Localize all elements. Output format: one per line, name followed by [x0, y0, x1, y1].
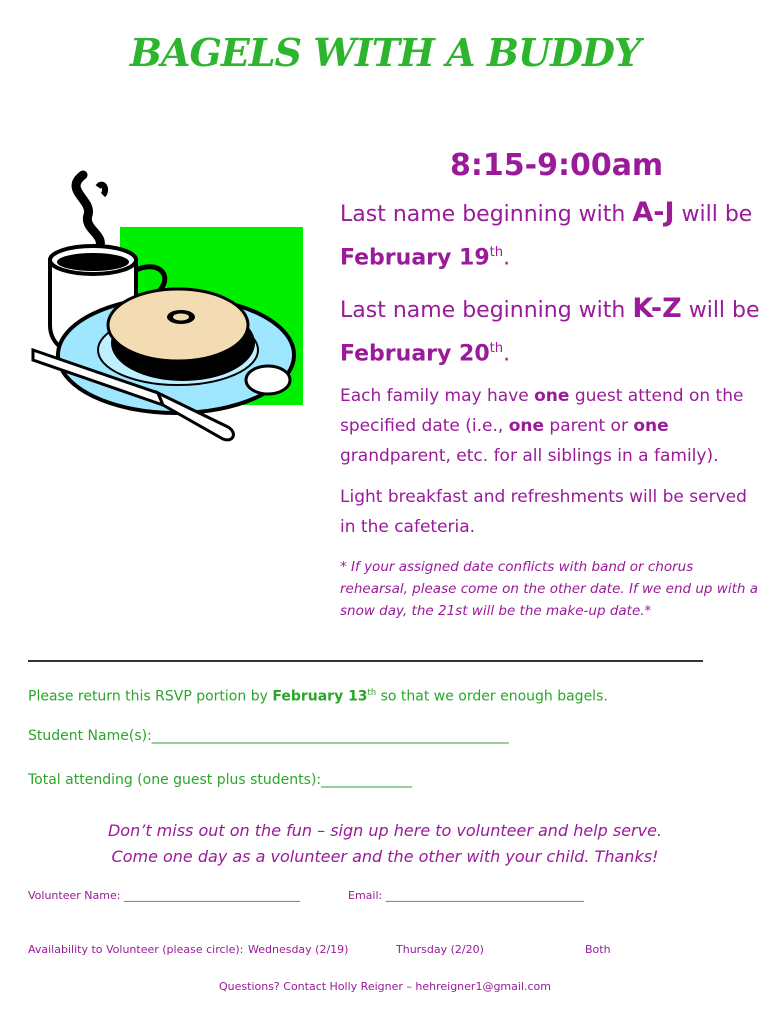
steam-curl	[98, 185, 105, 195]
contact-info: Questions? Contact Holly Reigner – hehreigner1@gmail.com	[219, 980, 551, 993]
volunteer-name-field[interactable]: Volunteer Name: ________________________________	[28, 889, 300, 902]
availability-option-thursday[interactable]: Thursday (2/20)	[396, 943, 484, 956]
page-title: BAGELS WITH A BUDDY	[129, 30, 641, 75]
availability-label: Availability to Volunteer (please circle):	[28, 943, 244, 956]
schedule-kz: Last name beginning with K-Z will be February 20th.	[340, 293, 760, 367]
coffee-bagel-illustration	[28, 165, 303, 450]
volunteer-invitation	[0, 818, 770, 870]
breakfast-note: Light breakfast and refreshments will be served in the cafeteria.	[340, 487, 747, 537]
schedule-aj: Last name beginning with A-J will be February 19th.	[340, 197, 753, 271]
cut-line-divider	[28, 660, 703, 662]
availability-option-both[interactable]: Both	[585, 943, 611, 956]
butter-pat	[246, 366, 290, 394]
bagel	[108, 289, 248, 361]
coffee-surface	[57, 253, 129, 271]
volunteer-line-2: Come one day as a volunteer and the other with your child. Thanks!	[111, 847, 659, 866]
guest-policy: Each family may have one guest attend on the specified date (i.e., one parent or one grandparent, etc. for all siblings in a family).	[340, 386, 744, 466]
event-time: 8:15-9:00am	[450, 148, 664, 183]
availability-option-wednesday[interactable]: Wednesday (2/19)	[248, 943, 349, 956]
conflict-note: * If your assigned date conflicts with band or chorus rehearsal, please come on the other date. If we end up with a snow day, the 21st will be the make-up date.*	[340, 559, 758, 619]
total-attending-field[interactable]: Total attending (one guest plus students):_____________	[28, 772, 413, 788]
student-name-field[interactable]: Student Name(s):___________________________________________________	[28, 728, 509, 744]
rsvp-instructions: Please return this RSVP portion by February 13th so that we order enough bagels.	[28, 687, 608, 705]
volunteer-line-1: Don’t miss out on the fun – sign up here to volunteer and help serve.	[107, 821, 663, 840]
steam-icon	[76, 175, 100, 250]
volunteer-email-field[interactable]: Email: ____________________________________	[348, 889, 584, 902]
